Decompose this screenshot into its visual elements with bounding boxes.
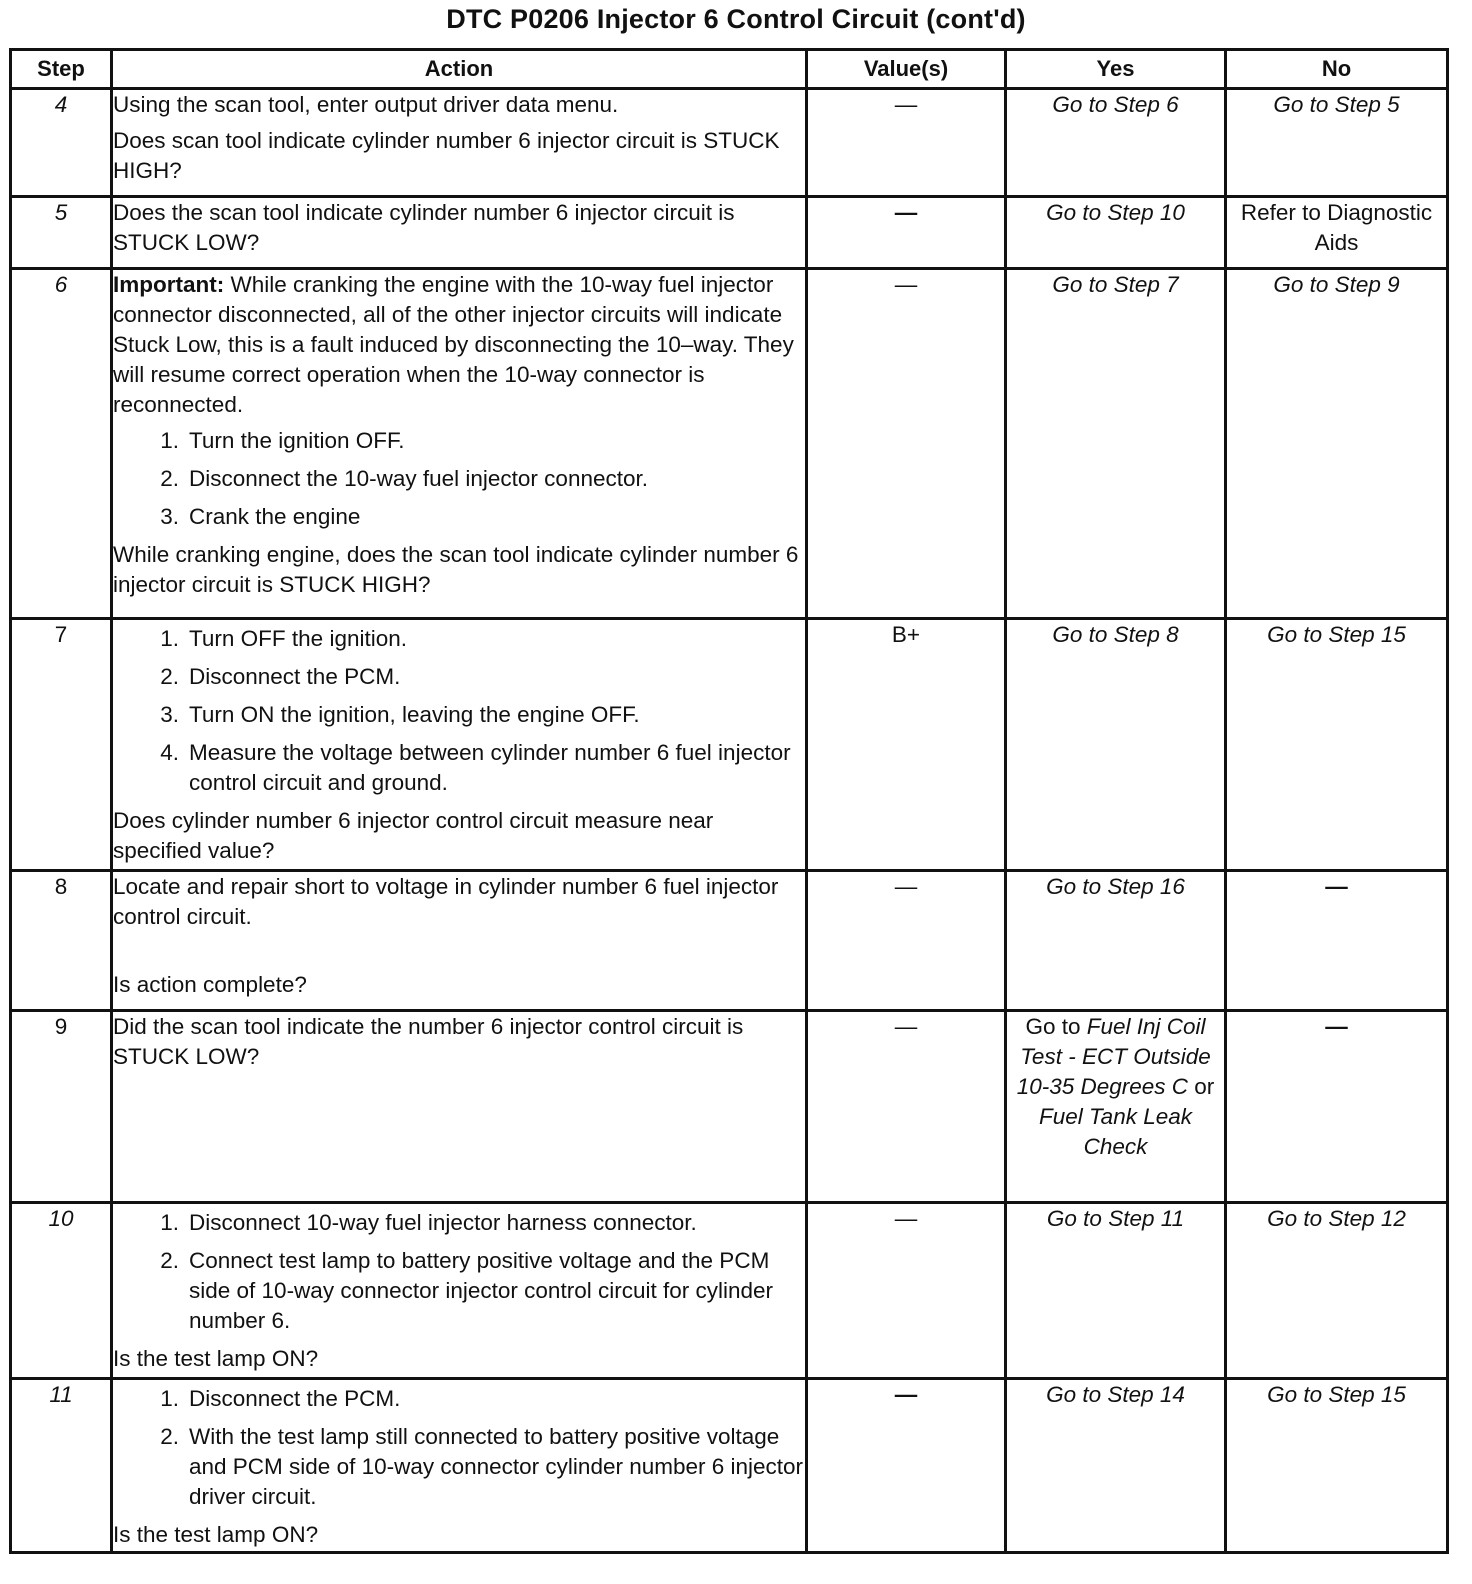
value-cell: —: [807, 269, 1006, 619]
list-item: 2. Disconnect the PCM.: [160, 664, 401, 689]
no-cell: Refer to Diagnostic Aids: [1226, 197, 1448, 269]
table-row: [11, 1011, 1448, 1203]
value-cell: B+: [807, 619, 1006, 871]
no-cell: Go to Step 15: [1226, 619, 1448, 871]
step-number: 7: [11, 619, 112, 871]
yes-or: or: [1194, 1074, 1215, 1099]
table-row: [11, 1203, 1448, 1379]
no-cell: Go to Step 5: [1226, 89, 1448, 197]
list-item: 1. Disconnect 10-way fuel injector harness connector.: [160, 1210, 697, 1235]
yes-cell: Go to Step 11: [1006, 1203, 1226, 1379]
action-question: Is the test lamp ON?: [113, 1522, 319, 1547]
list-item: 2. With the test lamp still connected to battery positive voltage and PCM side of 10-way connector cylinder number 6 injector driver circuit.: [160, 1424, 804, 1509]
yes-cell: Go to Step 7: [1006, 269, 1226, 619]
list-item: 1. Disconnect the PCM.: [160, 1386, 401, 1411]
action-text: Locate and repair short to voltage in cylinder number 6 fuel injector control circuit.: [113, 874, 779, 929]
value-cell: —: [807, 89, 1006, 197]
step-number: 9: [11, 1011, 112, 1203]
procedure-list: [113, 1208, 805, 1336]
important-label: Important:: [113, 272, 225, 297]
action-question: Does the scan tool indicate cylinder number 6 injector circuit is STUCK LOW?: [113, 200, 735, 255]
table-row: [11, 1379, 1448, 1553]
value-cell: —: [807, 1011, 1006, 1203]
yes-cell: Go to Step 8: [1006, 619, 1226, 871]
header-action: Action: [112, 50, 807, 89]
action-cell: [112, 269, 807, 619]
action-cell: [112, 1011, 807, 1203]
diagnostic-table: [9, 48, 1449, 1554]
action-cell: [112, 619, 807, 871]
step-number: 6: [11, 269, 112, 619]
action-question: While cranking engine, does the scan tool indicate cylinder number 6 injector circuit is STUCK HIGH?: [113, 542, 799, 597]
yes-cell: Go to Step 10: [1006, 197, 1226, 269]
table-row: [11, 871, 1448, 1011]
action-cell: [112, 89, 807, 197]
yes-cell: Go to Step 16: [1006, 871, 1226, 1011]
fuel-tank-leak-check-link: Fuel Tank Leak Check: [1038, 1104, 1193, 1159]
procedure-list: [113, 1384, 805, 1512]
value-cell: —: [807, 197, 1006, 269]
list-item: 2. Disconnect the 10-way fuel injector connector.: [160, 466, 648, 491]
action-cell: [112, 197, 807, 269]
table-row: [11, 197, 1448, 269]
header-no: No: [1226, 50, 1448, 89]
no-cell: —: [1226, 1011, 1448, 1203]
action-question: Is action complete?: [113, 972, 307, 997]
table-row: [11, 89, 1448, 197]
action-question: Is the test lamp ON?: [113, 1346, 319, 1371]
no-cell: Go to Step 12: [1226, 1203, 1448, 1379]
fuel-inj-coil-test-link: Fuel Inj Coil Test - ECT Outside 10-35 Degrees C: [1016, 1014, 1211, 1099]
yes-cell: Go to Step 14: [1006, 1379, 1226, 1553]
header-values: Value(s): [807, 50, 1006, 89]
action-cell: [112, 1379, 807, 1553]
important-text: While cranking the engine with the 10-way fuel injector connector disconnected, all of the other injector circuits will indicate Stuck Low, this is a fault induced by disconnecting the 10–way. They will resume correct operation when the 10-way connector is reconnected.: [113, 272, 794, 417]
list-item: 3. Crank the engine: [160, 504, 361, 529]
action-question: Does scan tool indicate cylinder number 6 injector circuit is STUCK HIGH?: [113, 128, 780, 183]
yes-cell: Go to Step 6: [1006, 89, 1226, 197]
list-item: 3. Turn ON the ignition, leaving the engine OFF.: [160, 702, 640, 727]
value-cell: —: [807, 871, 1006, 1011]
list-item: 2. Connect test lamp to battery positive voltage and the PCM side of 10-way connector injector control circuit for cylinder number 6.: [160, 1248, 774, 1333]
action-question: Did the scan tool indicate the number 6 injector control circuit is STUCK LOW?: [113, 1014, 744, 1069]
no-cell: Go to Step 9: [1226, 269, 1448, 619]
procedure-list: [113, 426, 805, 532]
yes-go-to: Go to: [1025, 1014, 1081, 1039]
list-item: 1. Turn OFF the ignition.: [160, 626, 408, 651]
yes-cell: [1006, 1011, 1226, 1203]
step-number: 10: [11, 1203, 112, 1379]
action-cell: [112, 1203, 807, 1379]
action-cell: [112, 871, 807, 1011]
list-item: 4. Measure the voltage between cylinder number 6 fuel injector control circuit and ground.: [160, 740, 791, 795]
value-cell: —: [807, 1379, 1006, 1553]
header-yes: Yes: [1006, 50, 1226, 89]
table-header-row: [11, 50, 1448, 89]
important-note: [113, 270, 805, 420]
no-cell: Go to Step 15: [1226, 1379, 1448, 1553]
value-cell: —: [807, 1203, 1006, 1379]
procedure-list: [113, 624, 805, 798]
step-number: 11: [11, 1379, 112, 1553]
header-step: Step: [11, 50, 112, 89]
table-row: [11, 619, 1448, 871]
step-number: 4: [11, 89, 112, 197]
action-question: Does cylinder number 6 injector control circuit measure near specified value?: [113, 808, 714, 863]
step-number: 8: [11, 871, 112, 1011]
action-text: Using the scan tool, enter output driver data menu.: [113, 92, 619, 117]
list-item: 1. Turn the ignition OFF.: [160, 428, 405, 453]
page-title: DTC P0206 Injector 6 Control Circuit (cont'd): [446, 4, 1026, 34]
table-row: [11, 269, 1448, 619]
step-number: 5: [11, 197, 112, 269]
no-cell: —: [1226, 871, 1448, 1011]
